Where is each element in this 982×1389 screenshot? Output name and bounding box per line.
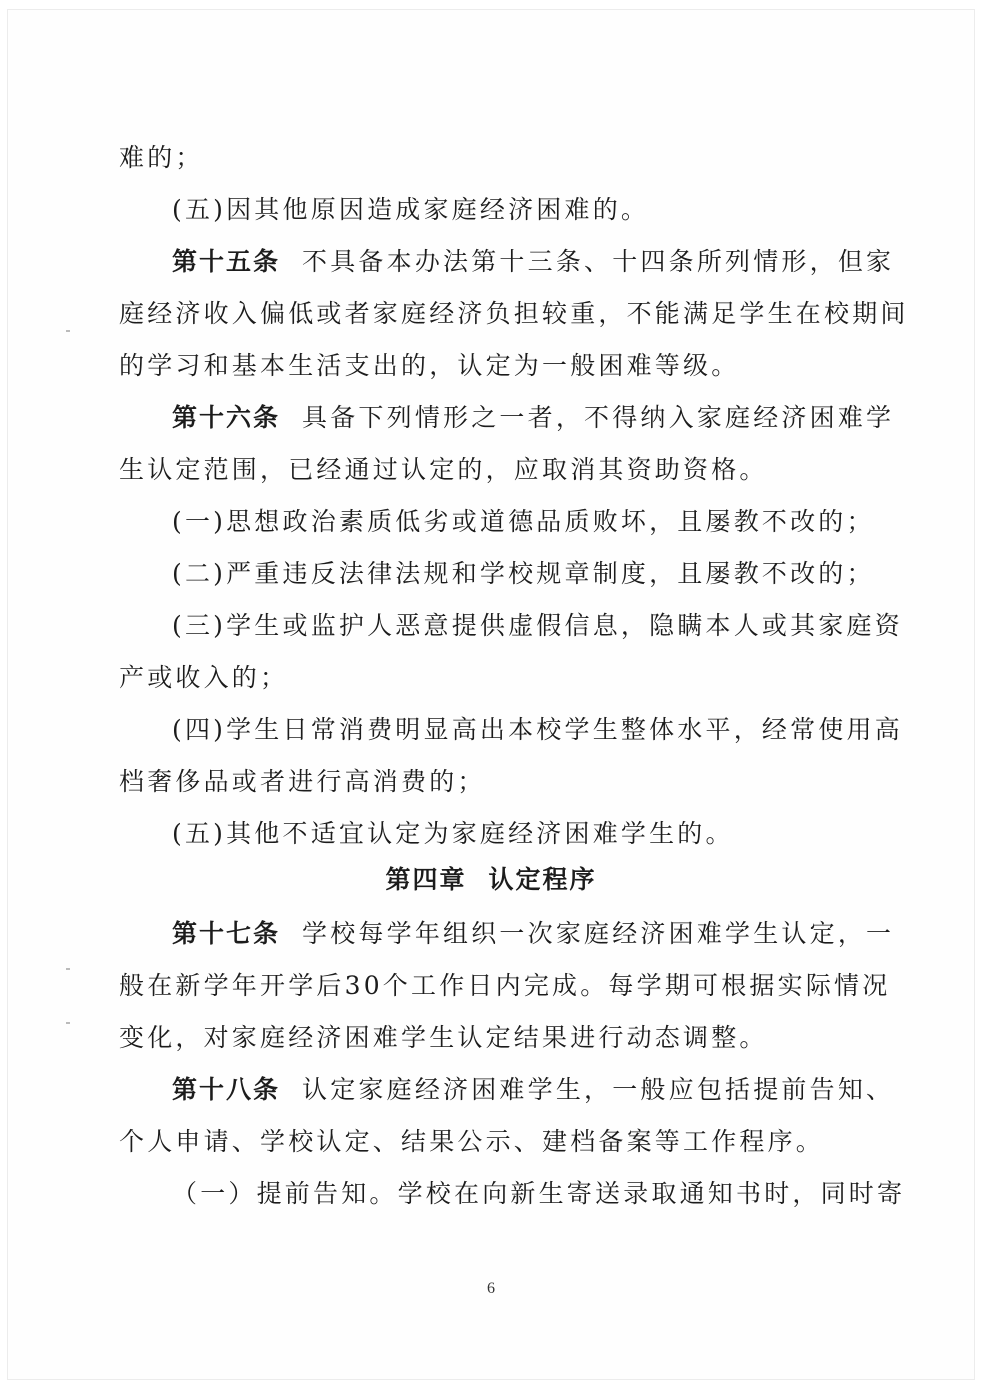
- paragraph-line: (四)学生日常消费明显高出本校学生整体水平，经常使用高: [172, 715, 903, 744]
- scan-mark: [66, 968, 70, 970]
- paragraph-line: 生认定范围，已经通过认定的，应取消其资助资格。: [119, 455, 768, 484]
- paragraph-line: (三)学生或监护人恶意提供虚假信息，隐瞒本人或其家庭资: [172, 611, 903, 640]
- page-number: 6: [487, 1280, 495, 1297]
- chapter-number: 第四章: [385, 865, 467, 894]
- article-18-heading: [172, 1074, 895, 1106]
- paragraph-line: 般在新学年开学后30个工作日内完成。每学期可根据实际情况: [119, 971, 891, 1000]
- paragraph-line: 变化，对家庭经济困难学生认定结果进行动态调整。: [119, 1023, 768, 1052]
- paragraph-line: (一)思想政治素质低劣或道德品质败坏，且屡教不改的；: [172, 507, 875, 536]
- paragraph-line: (五)其他不适宜认定为家庭经济困难学生的。: [172, 819, 734, 848]
- paragraph-line: 庭经济收入偏低或者家庭经济负担较重，不能满足学生在校期间: [119, 299, 909, 328]
- article-text: 具备下列情形之一者，不得纳入家庭经济困难学: [302, 403, 895, 432]
- paragraph-line: 档奢侈品或者进行高消费的；: [119, 767, 486, 796]
- paragraph-line: 个人申请、学校认定、结果公示、建档备案等工作程序。: [119, 1127, 825, 1156]
- article-label: 第十五条: [172, 247, 281, 276]
- paragraph-line: (二)严重违反法律法规和学校规章制度，且屡教不改的；: [172, 559, 875, 588]
- chapter-title: 认定程序: [488, 865, 597, 894]
- article-label: 第十八条: [172, 1075, 281, 1104]
- paragraph-line: 难的；: [119, 143, 204, 172]
- paragraph-line: （一）提前告知。学校在向新生寄送录取通知书时，同时寄: [172, 1179, 906, 1208]
- paragraph-line: 产或收入的；: [119, 663, 289, 692]
- scan-mark: [66, 330, 70, 332]
- scan-mark: [66, 1022, 70, 1024]
- article-text: 学校每学年组织一次家庭经济困难学生认定，一: [302, 919, 895, 948]
- article-text: 认定家庭经济困难学生，一般应包括提前告知、: [302, 1075, 895, 1104]
- paragraph-line: 的学习和基本生活支出的，认定为一般困难等级。: [119, 351, 740, 380]
- article-label: 第十七条: [172, 919, 281, 948]
- article-16-heading: [172, 402, 895, 434]
- chapter-heading: [0, 864, 982, 896]
- article-17-heading: [172, 918, 895, 950]
- article-label: 第十六条: [172, 403, 281, 432]
- article-15-heading: [172, 246, 895, 278]
- paragraph-line: (五)因其他原因造成家庭经济困难的。: [172, 195, 650, 224]
- article-text: 不具备本办法第十三条、十四条所列情形，但家: [302, 247, 895, 276]
